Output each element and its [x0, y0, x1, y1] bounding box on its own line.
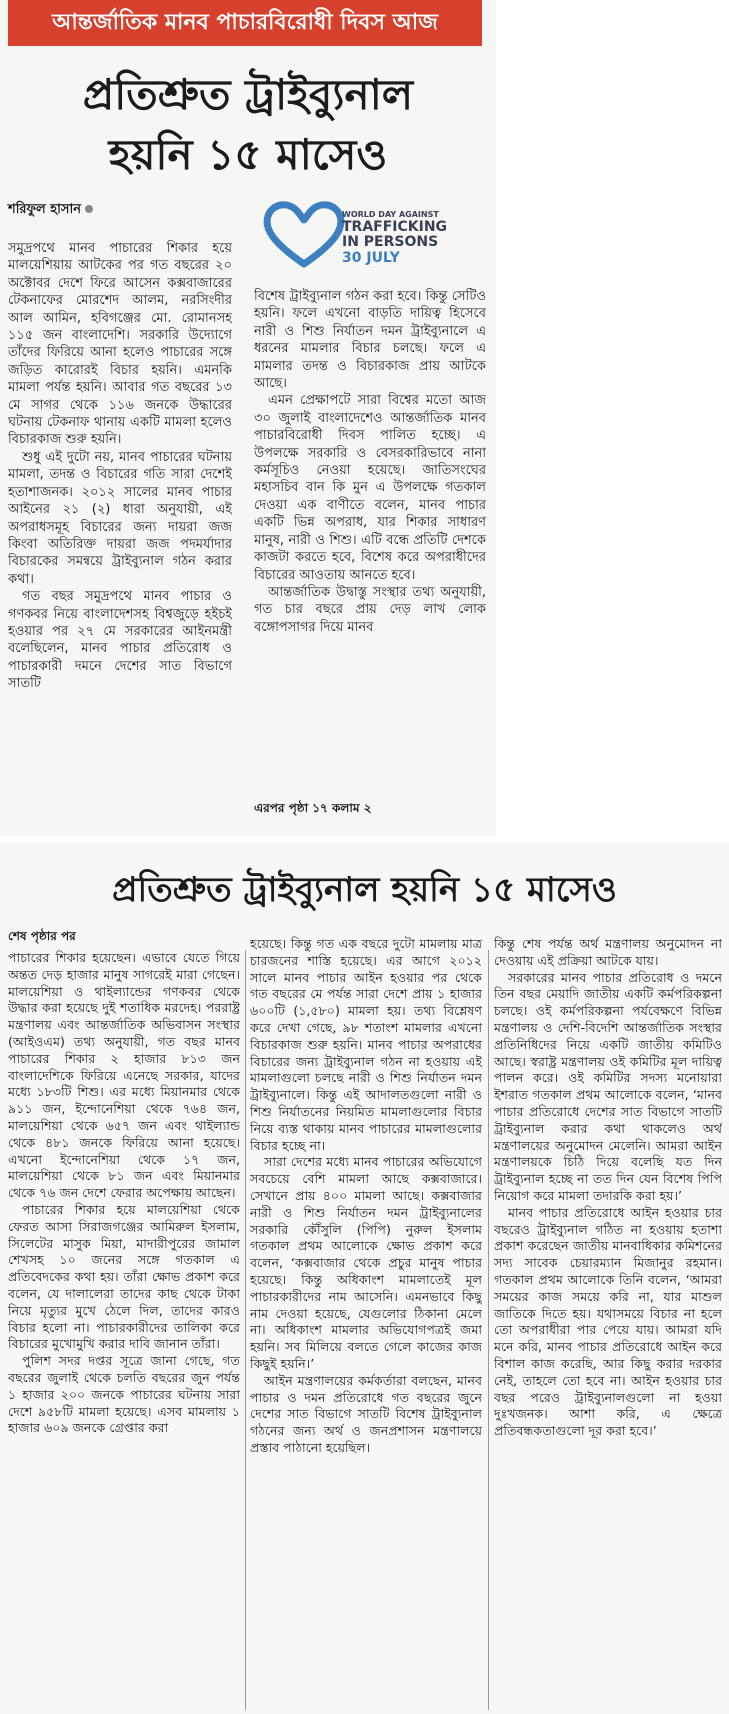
paragraph: কিন্তু শেষ পর্যন্ত অর্থ মন্ত্রণালয় অনুমোদন না দেওয়ায় এই প্রক্রিয়া আটকে যায়।	[494, 936, 722, 968]
headline-line-2: হয়নি ১৫ মাসেও	[108, 130, 388, 179]
continued-note: এরপর পৃষ্ঠা ১৭ কলাম ২	[254, 801, 372, 815]
paragraph: এমন প্রেক্ষাপটে সারা বিশ্বের মতো আজ ৩০ জুলাই বাংলাদেশেও আন্তর্জাতিক মানব পাচারবিরোধী দিবস পালিত হচ্ছে। এ উপলক্ষে সরকারি ও বেসরকারিভাবে নানা কর্মসূচিও নেওয়া হয়েছে। জাতিসংঘের মহাসচিব বান কি মুন এ উপলক্ষে গতকাল দেওয়া এক বাণীতে বলেন, মানব পাচার একটি ভিন্ন অপরাধ, যার শিকার সাধারণ মানুষ, নারী ও শিশু। এটি বন্ধে প্রতিটি দেশকে কাজটা করতে হবে, বিশেষ করে অপরাধীদের বিচারের আওতায় আনতে হবে।	[254, 393, 486, 583]
banner: আন্তর্জাতিক মানব পাচারবিরোধী দিবস আজ	[8, 0, 482, 46]
column-divider	[245, 950, 246, 1710]
paragraph: সারা দেশের মধ্যে মানব পাচারের অভিযোগে সবচেয়ে বেশি মামলা আছে কক্সবাজারে। সেখানে প্রায় ৪০০ মামলা আছে। কক্সবাজার নারী ও শিশু নির্যাতন দমন ট্রাইব্যুনালের সরকারি কৌঁসুলি (পিপি) নুরুল ইসলাম গতকাল প্রথম আলোকে ক্ষোভ প্রকাশ করে বলেন, ‘কক্সবাজার থেকে প্রচুর মানুষ পাচার হয়েছে। কিন্তু অধিকাংশ মামলাতেই মূল পাচারকারীদের নাম আসেনি। এমনভাবে কিছু নাম দেওয়া হয়েছে, যেগুলোর ঠিকানা মেলে না। অধিকাংশ মামলার অভিযোগপত্রই জমা হয়নি। সব মিলিয়ে বলতে গেলে কাজের কাজ কিছুই হয়নি।’	[250, 1154, 482, 1371]
continuation-column-1	[8, 950, 240, 1712]
paragraph: বিশেষ ট্রাইব্যুনাল গঠন করা হবে। কিন্তু সেটিও হয়নি। ফলে এখনো বাড়তি দায়িত্ব হিসেবে নারী ও শিশু নির্যাতন দমন ট্রাইব্যুনালে এ ধরনের মামলার বিচার চলছে। ফলে এ মামলার তদন্ত ও বিচারকাজ প্রায় আটকে আছে।	[254, 289, 486, 392]
article-column-1	[8, 240, 232, 830]
logo-line-1: WORLD DAY AGAINST	[342, 210, 439, 219]
article-column-2	[254, 288, 486, 758]
paragraph: সরকারের মানব পাচার প্রতিরোধ ও দমনে তিন বছর মেয়াদি জাতীয় একটি কর্মপরিকল্পনা চলছে। ওই কর্মপরিকল্পনা পর্যবেক্ষণে বিভিন্ন মন্ত্রণালয় ও দেশি-বিদেশি আন্তর্জাতিক সংস্থার প্রতিনিধিদের নিয়ে একটি জাতীয় কমিটিও আছে। স্বরাষ্ট্র মন্ত্রণালয় ওই কমিটির মূল দায়িত্ব পালন করে। ওই কমিটির সদস্য মনোয়ারা ইশরাত গতকাল প্রথম আলোকে বলেন, ‘মানব পাচার প্রতিরোধে দেশের সাত বিভাগে সাতটি ট্রাইব্যুনাল করার কথা থাকলেও অর্থ মন্ত্রণালয়ের অনুমোদন মেলেনি। আমরা আইন মন্ত্রণালয়কে চিঠি দিয়ে বলেছি যত দিন ট্রাইব্যুনাল হচ্ছে না তত দিন যেন বিশেষ পিপি নিয়োগ করে মামলা তদারকি করা হয়।’	[494, 969, 722, 1203]
paragraph: আন্তর্জাতিক উদ্বাস্তু সংস্থার তথ্য অনুযায়ী, গত চার বছরে প্রায় দেড় লাখ লোক বঙ্গোপসাগর দিয়ে মানব	[254, 584, 486, 635]
logo-line-3: IN PERSONS	[342, 234, 439, 250]
article-clipping-top	[0, 0, 496, 836]
paragraph: পাচারের শিকার হয়েছেন। এভাবে যেতে গিয়ে অন্তত দেড় হাজার মানুষ সাগরেই মারা গেছেন। মালয়েশিয়া ও থাইল্যান্ডের গণকবর থেকে উদ্ধার করা হয়েছে দুই শতাধিক মরদেহ। পররাষ্ট্র মন্ত্রণালয় এবং আন্তর্জাতিক অভিবাসন সংস্থার (আইওএম) তথ্য অনুযায়ী, গত বছর মানব পাচারের শিকার ২ হাজার ৮১৩ জন বাংলাদেশিকে ফিরিয়ে এনেছে সরকার, যাদের মধ্যে ১৮৩টি শিশু। এর মধ্যে মিয়ানমার থেকে ৯১১ জন, ইন্দোনেশিয়া থেকে ৭৬৪ জন, মালয়েশিয়া থেকে ৬৫৭ জন এবং থাইল্যান্ড থেকে ৪৮১ জনকে ফিরিয়ে আনা হয়েছে। এখনো ইন্দোনেশিয়া থেকে ১৭ জন, মালয়েশিয়া থেকে ৮১ জন এবং মিয়ানমার থেকে ৭৬ জন দেশে ফেরার অপেক্ষায় আছেন।	[8, 950, 240, 1201]
paragraph: পাচারের শিকার হয়ে মালয়েশিয়া থেকে ফেরত আসা সিরাজগঞ্জের আমিরুল ইসলাম, সিলেটের মাসুক মিয়া, মাদারীপুরের জামাল শেখসহ ১০ জনের সঙ্গে গতকাল এ প্রতিবেদকের কথা হয়। তাঁরা ক্ষোভ প্রকাশ করে বলেন, যে দালালেরা তাদের কাছ থেকে টাকা নিয়ে মৃত্যুর মুখে ঠেলে দিল, তাদের কারও বিচার হলো না। পাচারকারীদের তালিকা করে বিচারের মুখোমুখি করার দাবি জানান তাঁরা।	[8, 1201, 240, 1352]
byline	[8, 200, 93, 221]
paragraph: পুলিশ সদর দপ্তর সূত্রে জানা গেছে, গত বছরের জুলাই থেকে চলতি বছরের জুন পর্যন্ত ১ হাজার ২০০ জনকে পাচারের ঘটনায় সারা দেশে ৯৫৮টি মামলা হয়েছে। এসব মামলায় ১ হাজার ৬০৯ জনকে গ্রেপ্তার করা	[8, 1353, 240, 1436]
logo-line-4: 30 JULY	[342, 250, 400, 266]
paragraph: হয়েছে। কিন্তু গত এক বছরে দুটো মামলায় মাত্র চারজনের শাস্তি হয়েছে। এর আগে ২০১২ সালে মানব পাচার আইন হওয়ার পর থেকে গত বছরের মে পর্যন্ত সারা দেশে প্রায় ১ হাজার ৬০০টি (১,৫৮০) মামলা হয়। তথ্য বিশ্লেষণ করে দেখা গেছে, ৯৮ শতাংশ মামলার এখনো বিচারকাজ শুরু হয়নি। মানব পাচার অপরাধের বিচারের জন্য ট্রাইব্যুনাল গঠন না হওয়ায় এই মামলাগুলো চলছে নারী ও শিশু নির্যাতন দমন ট্রাইব্যুনালে। কিন্তু এই আদালতগুলো নারী ও শিশু নির্যাতনের নিয়মিত মামলাগুলোর বিচার নিয়ে ব্যস্ত থাকায় মানব পাচারের মামলাগুলোর বিচার হচ্ছে না।	[250, 936, 482, 1153]
continuation-headline: প্রতিশ্রুত ট্রাইব্যুনাল হয়নি ১৫ মাসেও	[112, 870, 617, 910]
byline-name: শরিফুল হাসান	[8, 202, 81, 217]
continuation-column-3	[494, 936, 722, 1712]
headline-line-1: প্রতিশ্রুত ট্রাইব্যুনাল	[82, 70, 414, 119]
logo-line-2: TRAFFICKING	[342, 219, 448, 235]
column-divider	[488, 950, 489, 1710]
continued-from: শেষ পৃষ্ঠার পর	[8, 929, 76, 943]
paragraph: আইন মন্ত্রণালয়ের কর্মকর্তারা বলছেন, মানব পাচার ও দমন প্রতিরোধে গত বছরের জুনে দেশের সাত বিভাগে সাতটি বিশেষ ট্রাইব্যুনাল গঠনের জন্য অর্থ ও জনপ্রশাসন মন্ত্রণালয়ে প্রস্তাব পাঠানো হয়েছিল।	[250, 1372, 482, 1455]
paragraph: মানব পাচার প্রতিরোধে আইন হওয়ার চার বছরেও ট্রাইব্যুনাল গঠিত না হওয়ায় হতাশা প্রকাশ করেছেন জাতীয় মানবাধিকার কমিশনের সদ্য সাবেক চেয়ারম্যান মিজানুর রহমান। গতকাল প্রথম আলোকে তিনি বলেন, ‘আমরা সময়ের কাজ সময়ে করি না, যার মাশুল জাতিকে দিতে হয়। যথাসময়ে বিচার না হলে তো অপরাধীরা পার পেয়ে যায়। আমরা যদি মনে করি, মানব পাচার প্রতিরোধে আইন করে বিশাল কাজ করেছি, আর কিছু করার দরকার নেই, তাহলে তো হবে না। আইন হওয়ার চার বছর পরেও ট্রাইব্যুনালগুলো না হওয়া দুঃখজনক। আশা করি, এ ক্ষেত্রে প্রতিবন্ধকতাগুলো দূর করা হবে।’	[494, 1204, 722, 1439]
paragraph: গত বছর সমুদ্রপথে মানব পাচার ও গণকবর নিয়ে বাংলাদেশসহ বিশ্বজুড়ে হইচই হওয়ার পর ২৭ মে সরকারের আইনমন্ত্রী বলেছিলেন, মানব পাচার প্রতিরোধ ও পাচারকারী দমনে দেশের সাত বিভাগে সাতটি	[8, 589, 232, 692]
byline-dot-icon	[85, 205, 93, 213]
paragraph: শুধু এই দুটো নয়, মানব পাচারের ঘটনায় মামলা, তদন্ত ও বিচারের গতি সারা দেশেই হতাশাজনক। ২০১২ সালের মানব পাচার আইনের ২১ (২) ধারা অনুযায়ী, এই অপরাধসমূহ বিচারের জন্য দায়রা জজ কিংবা অতিরিক্ত দায়রা জজ পদমর্যাদার বিচারকের সমন্বয়ে ট্রাইব্যুনাল গঠন করার কথা।	[8, 449, 232, 587]
wdatip-logo-text	[342, 210, 447, 266]
continuation-column-2	[250, 936, 482, 1712]
paragraph: সমুদ্রপথে মানব পাচারের শিকার হয়ে মালয়েশিয়ায় আটকের পর গত বছরের ২০ অক্টোবর দেশে ফিরে আসেন কক্সবাজারের টেকনাফের মোরশেদ আলম, নরসিংদীর আল আমিন, হবিগঞ্জের মো. রোমানসহ ১১৫ জন বাংলাদেশি। সরকারি উদ্যোগে তাঁদের ফিরিয়ে আনা হলেও পাচারের সঙ্গে জড়িত কারোরই বিচার হয়নি। এমনকি মামলা পর্যন্ত হয়নি। আবার গত বছরের ১৩ মে সাগর থেকে ১১৬ জনকে উদ্ধারের ঘটনায় টেকনাফ থানায় একটি মামলা হলেও বিচারকাজ শুরু হয়নি।	[8, 241, 232, 448]
